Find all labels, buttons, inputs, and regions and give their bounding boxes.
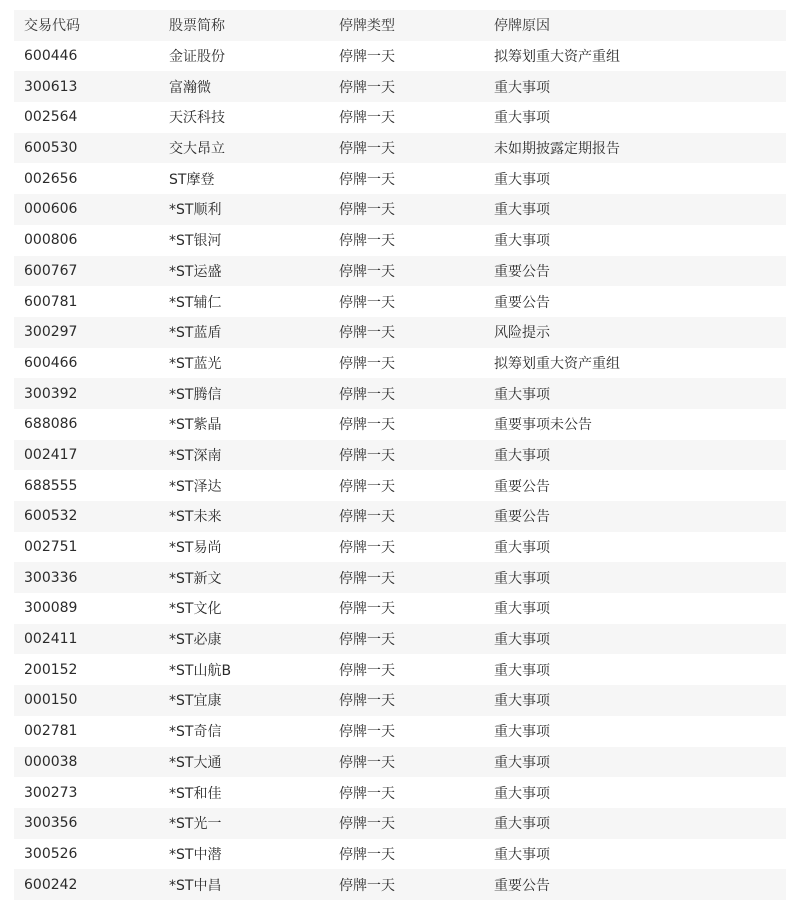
cell-name: 金证股份 bbox=[169, 49, 225, 66]
cell-reason: 拟筹划重大资产重组 bbox=[494, 355, 620, 372]
cell-name: *ST宜康 bbox=[169, 693, 222, 710]
cell-code: 002781 bbox=[24, 723, 78, 740]
cell-name: *ST和佳 bbox=[169, 785, 222, 802]
cell-type: 停牌一天 bbox=[339, 447, 395, 464]
cell-name: *ST奇信 bbox=[169, 724, 222, 741]
table-row bbox=[14, 593, 786, 624]
cell-type: 停牌一天 bbox=[339, 263, 395, 280]
cell-name: *ST山航B bbox=[169, 662, 232, 679]
cell-code: 688086 bbox=[24, 416, 78, 433]
cell-code: 600446 bbox=[24, 48, 78, 65]
table-row bbox=[14, 685, 786, 716]
cell-type: 停牌一天 bbox=[339, 202, 395, 219]
table-row bbox=[14, 317, 786, 348]
cell-code: 300089 bbox=[24, 600, 78, 617]
cell-reason: 重要公告 bbox=[494, 478, 550, 495]
cell-type: 停牌一天 bbox=[339, 601, 395, 618]
cell-name: *ST腾信 bbox=[169, 386, 222, 403]
header-type: 停牌类型 bbox=[339, 18, 395, 35]
cell-reason: 重要公告 bbox=[494, 509, 550, 526]
cell-reason: 重大事项 bbox=[494, 754, 550, 771]
cell-type: 停牌一天 bbox=[339, 693, 395, 710]
cell-reason: 重大事项 bbox=[494, 79, 550, 96]
cell-code: 600466 bbox=[24, 354, 78, 371]
table-row bbox=[14, 747, 786, 778]
cell-code: 002564 bbox=[24, 109, 78, 126]
cell-type: 停牌一天 bbox=[339, 662, 395, 679]
cell-name: *ST银河 bbox=[169, 233, 222, 250]
cell-reason: 重大事项 bbox=[494, 816, 550, 833]
cell-type: 停牌一天 bbox=[339, 141, 395, 158]
cell-code: 300273 bbox=[24, 784, 78, 801]
table-row bbox=[14, 470, 786, 501]
cell-reason: 重大事项 bbox=[494, 202, 550, 219]
cell-name: *ST顺利 bbox=[169, 202, 222, 219]
header-reason: 停牌原因 bbox=[494, 18, 550, 35]
cell-reason: 重大事项 bbox=[494, 233, 550, 250]
cell-reason: 重大事项 bbox=[494, 171, 550, 188]
cell-code: 300526 bbox=[24, 845, 78, 862]
cell-type: 停牌一天 bbox=[339, 846, 395, 863]
cell-name: *ST辅仁 bbox=[169, 294, 222, 311]
cell-type: 停牌一天 bbox=[339, 171, 395, 188]
table-row bbox=[14, 378, 786, 409]
cell-type: 停牌一天 bbox=[339, 632, 395, 649]
table-row bbox=[14, 348, 786, 379]
cell-reason: 重要事项未公告 bbox=[494, 417, 592, 434]
table-row bbox=[14, 225, 786, 256]
cell-name: 富瀚微 bbox=[169, 79, 211, 96]
cell-code: 300613 bbox=[24, 78, 78, 95]
cell-reason: 重大事项 bbox=[494, 447, 550, 464]
table-row bbox=[14, 409, 786, 440]
cell-code: 600767 bbox=[24, 262, 78, 279]
suspension-table bbox=[14, 10, 786, 900]
table-row bbox=[14, 194, 786, 225]
cell-name: *ST泽达 bbox=[169, 478, 222, 495]
cell-name: *ST大通 bbox=[169, 754, 222, 771]
cell-reason: 重要公告 bbox=[494, 263, 550, 280]
cell-type: 停牌一天 bbox=[339, 540, 395, 557]
cell-type: 停牌一天 bbox=[339, 417, 395, 434]
cell-code: 002417 bbox=[24, 446, 78, 463]
header-code: 交易代码 bbox=[24, 18, 80, 35]
cell-code: 002751 bbox=[24, 539, 78, 556]
cell-type: 停牌一天 bbox=[339, 754, 395, 771]
cell-code: 300336 bbox=[24, 569, 78, 586]
cell-reason: 重要公告 bbox=[494, 294, 550, 311]
table-row bbox=[14, 869, 786, 900]
cell-name: *ST紫晶 bbox=[169, 417, 222, 434]
cell-code: 300297 bbox=[24, 324, 78, 341]
table-row bbox=[14, 654, 786, 685]
table-row bbox=[14, 777, 786, 808]
cell-code: 200152 bbox=[24, 661, 78, 678]
cell-name: *ST易尚 bbox=[169, 540, 222, 557]
cell-type: 停牌一天 bbox=[339, 233, 395, 250]
cell-reason: 重大事项 bbox=[494, 540, 550, 557]
cell-type: 停牌一天 bbox=[339, 79, 395, 96]
cell-type: 停牌一天 bbox=[339, 294, 395, 311]
cell-code: 000606 bbox=[24, 201, 78, 218]
cell-code: 600242 bbox=[24, 876, 78, 893]
cell-type: 停牌一天 bbox=[339, 570, 395, 587]
table-row bbox=[14, 41, 786, 72]
cell-reason: 重大事项 bbox=[494, 386, 550, 403]
cell-name: *ST蓝光 bbox=[169, 355, 222, 372]
cell-name: *ST深南 bbox=[169, 447, 222, 464]
cell-reason: 重大事项 bbox=[494, 846, 550, 863]
cell-reason: 重大事项 bbox=[494, 724, 550, 741]
cell-type: 停牌一天 bbox=[339, 478, 395, 495]
cell-type: 停牌一天 bbox=[339, 386, 395, 403]
cell-reason: 未如期披露定期报告 bbox=[494, 141, 620, 158]
cell-name: *ST必康 bbox=[169, 632, 222, 649]
cell-name: *ST未来 bbox=[169, 509, 222, 526]
cell-type: 停牌一天 bbox=[339, 110, 395, 127]
table-row bbox=[14, 102, 786, 133]
table-row bbox=[14, 501, 786, 532]
cell-reason: 重要公告 bbox=[494, 877, 550, 894]
cell-name: *ST文化 bbox=[169, 601, 222, 618]
cell-code: 300392 bbox=[24, 385, 78, 402]
cell-reason: 拟筹划重大资产重组 bbox=[494, 49, 620, 66]
cell-name: *ST中潜 bbox=[169, 846, 222, 863]
table-row bbox=[14, 716, 786, 747]
cell-reason: 重大事项 bbox=[494, 662, 550, 679]
cell-name: *ST新文 bbox=[169, 570, 222, 587]
table-row bbox=[14, 532, 786, 563]
cell-type: 停牌一天 bbox=[339, 325, 395, 342]
cell-reason: 重大事项 bbox=[494, 632, 550, 649]
cell-code: 688555 bbox=[24, 477, 78, 494]
table-row bbox=[14, 562, 786, 593]
cell-type: 停牌一天 bbox=[339, 816, 395, 833]
cell-type: 停牌一天 bbox=[339, 877, 395, 894]
cell-name: 天沃科技 bbox=[169, 110, 225, 127]
cell-type: 停牌一天 bbox=[339, 509, 395, 526]
table-row bbox=[14, 71, 786, 102]
table-row bbox=[14, 133, 786, 164]
cell-code: 000806 bbox=[24, 232, 78, 249]
cell-reason: 重大事项 bbox=[494, 601, 550, 618]
cell-reason: 风险提示 bbox=[494, 325, 550, 342]
cell-name: *ST中昌 bbox=[169, 877, 222, 894]
cell-reason: 重大事项 bbox=[494, 785, 550, 802]
cell-reason: 重大事项 bbox=[494, 693, 550, 710]
cell-name: *ST运盛 bbox=[169, 263, 222, 280]
cell-type: 停牌一天 bbox=[339, 355, 395, 372]
table-header-row bbox=[14, 10, 786, 41]
table-row bbox=[14, 440, 786, 471]
cell-name: 交大昂立 bbox=[169, 141, 225, 158]
cell-type: 停牌一天 bbox=[339, 49, 395, 66]
cell-name: *ST蓝盾 bbox=[169, 325, 222, 342]
cell-code: 002656 bbox=[24, 170, 78, 187]
cell-code: 000150 bbox=[24, 692, 78, 709]
cell-type: 停牌一天 bbox=[339, 785, 395, 802]
table-row bbox=[14, 286, 786, 317]
cell-code: 300356 bbox=[24, 815, 78, 832]
cell-name: ST摩登 bbox=[169, 171, 215, 188]
table-row bbox=[14, 839, 786, 870]
cell-code: 600530 bbox=[24, 140, 78, 157]
cell-code: 000038 bbox=[24, 753, 78, 770]
table-row bbox=[14, 624, 786, 655]
table-row bbox=[14, 163, 786, 194]
cell-code: 002411 bbox=[24, 631, 78, 648]
cell-code: 600781 bbox=[24, 293, 78, 310]
cell-name: *ST光一 bbox=[169, 816, 222, 833]
cell-reason: 重大事项 bbox=[494, 110, 550, 127]
cell-type: 停牌一天 bbox=[339, 724, 395, 741]
header-name: 股票简称 bbox=[169, 18, 225, 35]
cell-code: 600532 bbox=[24, 508, 78, 525]
table-row bbox=[14, 808, 786, 839]
cell-reason: 重大事项 bbox=[494, 570, 550, 587]
table-row bbox=[14, 256, 786, 287]
